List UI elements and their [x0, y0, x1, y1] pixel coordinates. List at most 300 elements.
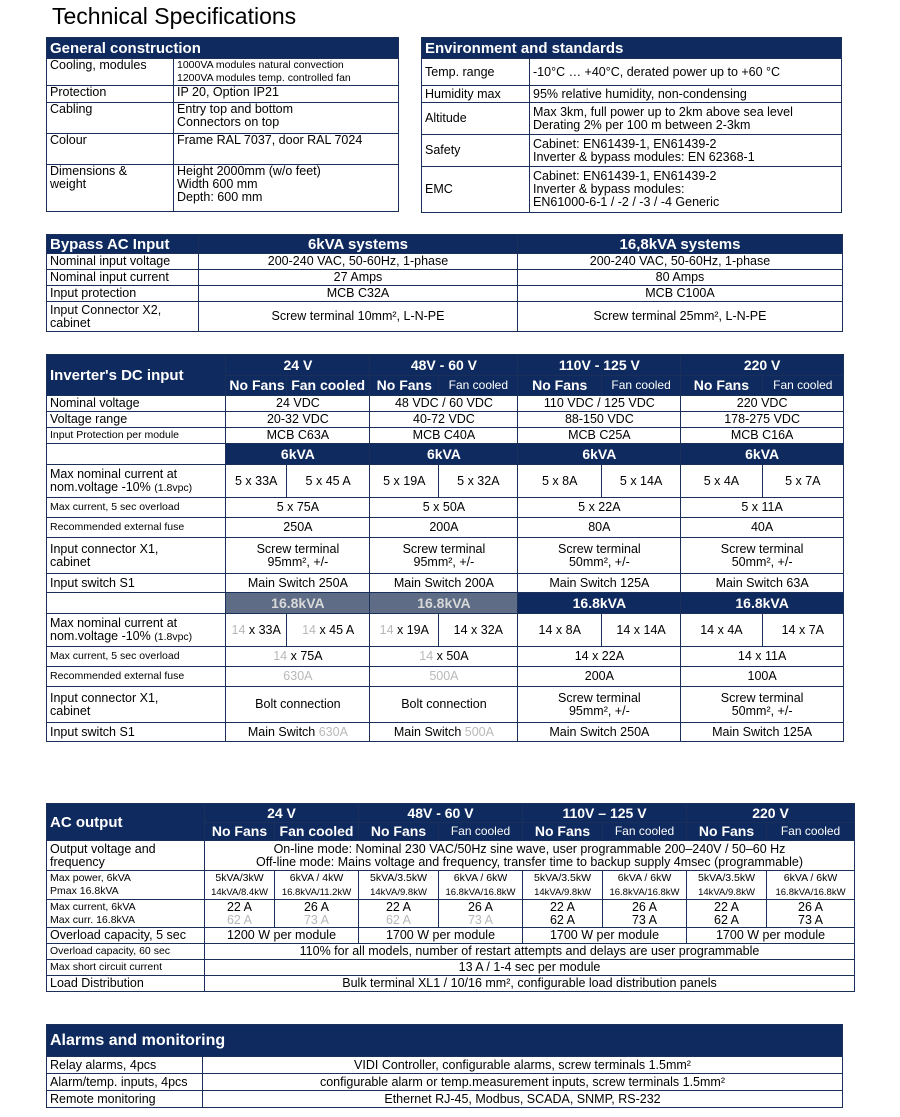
fan-cooled-label: Fan cooled	[439, 823, 523, 841]
max-nominal-value	[762, 614, 843, 647]
general-row-label: Cabling	[47, 103, 174, 134]
table-row	[422, 135, 842, 167]
overload-5sec-value: 1700 W per module	[687, 928, 855, 944]
table-row	[47, 254, 843, 270]
max-current-value	[359, 900, 439, 928]
current-6kva: 26 A	[798, 899, 824, 914]
inverter-row-label: Voltage range	[47, 412, 226, 428]
fuse-value: 40A	[681, 518, 844, 538]
inverter-value: 220 VDC	[681, 396, 844, 412]
label-suffix: (1.8vpc)	[154, 630, 193, 643]
text-line: Screw terminal	[256, 541, 340, 556]
fuse-value: 200A	[518, 667, 681, 687]
text-line: Height 2000mm (w/o feet)	[177, 164, 321, 178]
power-16kva: 14kVA/8.4kW	[211, 887, 268, 898]
value-text: x 33A	[245, 622, 281, 637]
max-current-value: 5 x 75A	[226, 498, 370, 518]
value-text: Main Switch 125A	[712, 724, 813, 739]
inverter-value: 110 VDC / 125 VDC	[518, 396, 681, 412]
max-power-value	[523, 871, 603, 900]
switch-label: Input switch S1	[47, 723, 226, 742]
inverter-voltage-col: 110V - 125 V	[518, 355, 681, 376]
connector-label	[47, 538, 226, 574]
bypass-row-label: Nominal input current	[47, 270, 199, 286]
max-power-value	[767, 871, 855, 900]
current-16kva: 73 A	[631, 912, 658, 927]
inverter-band-spacer	[47, 593, 226, 614]
fan-cooled-label: Fan cooled	[601, 376, 680, 396]
connector-value	[518, 538, 681, 574]
table-row	[47, 976, 855, 992]
power-6kva: 5kVA/3.5kW	[534, 872, 591, 884]
inverter-header: Inverter's DC input	[47, 355, 226, 396]
connector-value	[681, 538, 844, 574]
fan-cooled-label: Fan cooled	[603, 823, 687, 841]
text-line: Depth: 600 mm	[177, 190, 263, 204]
text-line: Max current, 6kVA	[50, 900, 136, 913]
alarm-row-value: VIDI Controller, configurable alarms, screw terminals 1.5mm²	[203, 1057, 843, 1074]
max-nominal-value: 5 x 4A	[681, 465, 762, 498]
inverter-value: 88-150 VDC	[518, 412, 681, 428]
kva-band-label: 6kVA	[370, 444, 518, 465]
text-line: Derating 2% per 100 m between 2-3km	[533, 117, 751, 132]
text-line: cabinet	[50, 703, 91, 718]
text-line: Inverter & bypass modules:	[533, 182, 685, 196]
environment-row-value	[530, 59, 842, 86]
alarms-table	[46, 1024, 843, 1108]
inverter-value: MCB C40A	[370, 428, 518, 444]
text-line: Pmax 16.8kVA	[50, 885, 119, 897]
table-row	[47, 286, 843, 302]
max-current-value	[226, 647, 370, 667]
inverter-voltage-col: 24 V	[226, 355, 370, 376]
text-line: cabinet	[50, 554, 91, 569]
power-6kva: 6kVA / 6kW	[617, 872, 672, 884]
text-line: cabinet	[50, 315, 91, 330]
table-row	[47, 667, 844, 687]
max-nominal-value: 5 x 14A	[601, 465, 680, 498]
bypass-value-6kva: 27 Amps	[199, 270, 518, 286]
current-16kva: 62 A	[226, 912, 253, 927]
fan-cooled-label: Fan cooled	[767, 823, 855, 841]
current-6kva: 22 A	[549, 899, 576, 914]
max-current-label	[47, 900, 205, 928]
max-current-value	[205, 900, 275, 928]
overload-5sec-value: 1200 W per module	[205, 928, 359, 944]
text-line: -10°C … +40°C, derated power up to +60 °C	[533, 64, 781, 79]
max-power-value	[359, 871, 439, 900]
max-nominal-value	[370, 614, 439, 647]
alarms-header: Alarms and monitoring	[47, 1025, 843, 1057]
text-line: Screw terminal	[720, 541, 804, 556]
environment-row-value	[530, 167, 842, 213]
ac-voltage-col: 110V – 125 V	[523, 804, 687, 823]
current-6kva: 26 A	[631, 899, 658, 914]
text-line: Output voltage and	[50, 841, 156, 856]
general-row-label: Cooling, modules	[47, 59, 174, 86]
fuse-value: 630A	[226, 667, 370, 687]
ac-output-header: AC output	[47, 804, 205, 841]
max-current-value	[439, 900, 523, 928]
text-line: Max curr. 16.8kVA	[50, 913, 136, 926]
fan-cooled-label: Fan cooled	[275, 823, 359, 841]
value-text: 14 x 8A	[538, 622, 581, 637]
power-6kva: 5kVA/3kW	[215, 872, 264, 884]
no-fans-label: No Fans	[681, 376, 762, 396]
alarm-row-label: Remote monitoring	[47, 1091, 203, 1108]
no-fans-label: No Fans	[370, 376, 439, 396]
max-current-value	[603, 900, 687, 928]
fan-cooled-label: Fan cooled	[439, 376, 518, 396]
output-voltage-value	[205, 841, 855, 871]
connector-value	[370, 538, 518, 574]
table-row	[47, 1057, 843, 1074]
table-row	[47, 428, 844, 444]
switch-value: Main Switch 200A	[370, 574, 518, 593]
text-line: Width 600 mm	[177, 177, 258, 191]
environment-row-label: Temp. range	[422, 59, 530, 86]
general-row-label: Protection	[47, 86, 174, 103]
table-row	[47, 647, 844, 667]
text-line: Bolt connection	[255, 697, 341, 711]
max-nominal-value	[601, 614, 680, 647]
power-16kva: 16.8kVA/16.8kW	[775, 887, 846, 898]
switch-value	[226, 723, 370, 742]
bypass-value-6kva: Screw terminal 10mm², L-N-PE	[199, 302, 518, 332]
text-line: Cabinet: EN61439-1, EN61439-2	[533, 136, 717, 151]
max-current-value	[370, 647, 518, 667]
overload-5sec-value: 1700 W per module	[359, 928, 523, 944]
fuse-value: 500A	[370, 667, 518, 687]
switch-value	[518, 723, 681, 742]
environment-row-value	[530, 103, 842, 135]
general-row-value	[174, 134, 399, 165]
table-row	[47, 804, 855, 823]
current-16kva: 73 A	[303, 912, 330, 927]
table-row	[47, 928, 855, 944]
current-16kva: 62 A	[549, 912, 576, 927]
value-text: Main Switch 250A	[549, 724, 650, 739]
switch-value: Main Switch 125A	[518, 574, 681, 593]
load-distribution-value: Bulk terminal XL1 / 10/16 mm², configurable load distribution panels	[205, 976, 855, 992]
ac-voltage-col: 220 V	[687, 804, 855, 823]
greyed-text: 500A	[464, 724, 494, 739]
power-16kva: 14kVA/9.8kW	[534, 887, 591, 898]
table-row	[422, 103, 842, 135]
label-line: Max nominal current at	[50, 615, 178, 630]
ac-voltage-col: 48V - 60 V	[359, 804, 523, 823]
table-row	[47, 687, 844, 723]
value-text: 14 x 11A	[737, 649, 787, 663]
bypass-row-label: Input protection	[47, 286, 199, 302]
power-16kva: 16.8kVA/16.8kW	[445, 887, 516, 898]
max-nominal-value: 5 x 33A	[226, 465, 287, 498]
max-nominal-value	[518, 614, 601, 647]
general-construction-table	[46, 37, 399, 212]
text-line: 1000VA modules natural convection	[177, 59, 344, 71]
inverter-row-label: Nominal voltage	[47, 396, 226, 412]
general-row-value	[174, 165, 399, 212]
table-row	[47, 498, 844, 518]
no-fans-label: No Fans	[226, 376, 287, 396]
bypass-value-16kva: 200-240 VAC, 50-60Hz, 1-phase	[518, 254, 843, 270]
no-fans-label: No Fans	[518, 376, 601, 396]
label-line: nom.voltage -10%	[50, 479, 155, 494]
text-line: Inverter & bypass modules: EN 62368-1	[533, 149, 755, 164]
inverter-value: 20-32 VDC	[226, 412, 370, 428]
max-current-value	[275, 900, 359, 928]
current-16kva: 73 A	[798, 912, 824, 927]
bypass-value-16kva: Screw terminal 25mm², L-N-PE	[518, 302, 843, 332]
general-row-value	[174, 103, 399, 134]
greyed-text: 14	[231, 622, 246, 637]
greyed-text: 14	[302, 622, 316, 637]
inverter-value: 24 VDC	[226, 396, 370, 412]
inverter-voltage-col: 220 V	[681, 355, 844, 376]
table-row	[47, 1074, 843, 1091]
current-16kva: 62 A	[714, 912, 740, 927]
table-row	[47, 355, 844, 376]
value-text: x 50A	[433, 649, 469, 663]
value-text: 14 x 14A	[616, 622, 666, 637]
kva-band-label: 16.8kVA	[518, 593, 681, 614]
table-row	[47, 165, 399, 212]
text-line: Entry top and bottom	[177, 102, 294, 116]
inverter-value: 178-275 VDC	[681, 412, 844, 428]
short-circuit-value: 13 A / 1-4 sec per module	[205, 960, 855, 976]
environment-header: Environment and standards	[422, 38, 842, 59]
fuse-value: 80A	[518, 518, 681, 538]
text-line: 50mm², +/-	[731, 703, 793, 718]
max-power-value	[687, 871, 767, 900]
kva-band-label: 6kVA	[518, 444, 681, 465]
label-line: nom.voltage -10%	[50, 628, 155, 643]
text-line: 95mm², +/-	[413, 554, 475, 569]
table-row	[47, 270, 843, 286]
inverter-band-spacer	[47, 444, 226, 465]
fan-cooled-label: Fan cooled	[286, 376, 369, 396]
table-row	[47, 841, 855, 871]
max-power-value	[439, 871, 523, 900]
power-16kva: 16.8kVA/16.8kW	[609, 887, 680, 898]
max-current-value	[523, 900, 603, 928]
table-row	[47, 614, 844, 647]
text-line: Max power, 6kVA	[50, 872, 131, 884]
max-nominal-value	[286, 614, 369, 647]
switch-value	[681, 723, 844, 742]
bypass-value-16kva: 80 Amps	[518, 270, 843, 286]
bypass-row-label	[47, 302, 199, 332]
table-row	[47, 465, 844, 498]
fan-cooled-label: Fan cooled	[762, 376, 843, 396]
table-row	[47, 960, 855, 976]
alarm-row-value: configurable alarm or temp.measurement inputs, screw terminals 1.5mm²	[203, 1074, 843, 1091]
text-line: On-line mode: Nominal 230 VAC/50Hz sine wave, user programmable 200–240V / 50–60 Hz	[273, 841, 786, 856]
text-line: Max 3km, full power up to 2km above sea level	[533, 104, 793, 119]
ac-voltage-col: 24 V	[205, 804, 359, 823]
text-line: Input Connector X2,	[50, 302, 162, 317]
value-text: x 19A	[393, 622, 429, 637]
environment-row-label: Safety	[422, 135, 530, 167]
max-current-value: 5 x 50A	[370, 498, 518, 518]
table-row	[422, 59, 842, 86]
kva-band-label: 16.8kVA	[226, 593, 370, 614]
general-construction-header: General construction	[47, 38, 399, 59]
text-line: Input connector X1,	[50, 690, 159, 705]
load-distribution-label: Load Distribution	[47, 976, 205, 992]
inverter-value: MCB C25A	[518, 428, 681, 444]
table-row	[47, 871, 855, 900]
environment-row-value	[530, 86, 842, 103]
inverter-value: 48 VDC / 60 VDC	[370, 396, 518, 412]
table-row	[47, 1091, 843, 1108]
overload-60sec-value: 110% for all models, number of restart attempts and delays are user programmable	[205, 944, 855, 960]
power-16kva: 14kVA/9.8kW	[698, 887, 755, 898]
max-nominal-label	[47, 465, 226, 498]
text-line: Screw terminal	[402, 541, 486, 556]
text-line: Off-line mode: Mains voltage and frequency, transfer time to backup supply 4msec (programmable)	[256, 854, 804, 869]
environment-row-label: Altitude	[422, 103, 530, 135]
power-6kva: 6kVA / 6kW	[453, 872, 508, 884]
table-row	[47, 538, 844, 574]
environment-row-value	[530, 135, 842, 167]
value-text: 14 x 7A	[781, 622, 824, 637]
connector-value	[518, 687, 681, 723]
max-nominal-value: 5 x 19A	[370, 465, 439, 498]
max-power-value	[603, 871, 687, 900]
table-row	[47, 134, 399, 165]
inverter-voltage-col: 48V - 60 V	[370, 355, 518, 376]
power-16kva: 14kVA/9.8kW	[370, 887, 427, 898]
text-line: 95mm², +/-	[267, 554, 329, 569]
environment-row-label: Humidity max	[422, 86, 530, 103]
text-line: 50mm², +/-	[568, 554, 630, 569]
value-text: 14 x 4A	[700, 622, 743, 637]
output-voltage-label	[47, 841, 205, 871]
current-6kva: 22 A	[226, 899, 253, 914]
max-nominal-value	[681, 614, 762, 647]
text-line: Connectors on top	[177, 115, 280, 129]
fuse-value: 250A	[226, 518, 370, 538]
current-6kva: 22 A	[385, 899, 412, 914]
power-6kva: 5kVA/3.5kW	[698, 872, 756, 884]
table-row	[47, 302, 843, 332]
overload-60sec-label: Overload capacity, 60 sec	[47, 944, 205, 960]
overload-5sec-label: Overload capacity, 5 sec	[47, 928, 205, 944]
kva-band-label: 16.8kVA	[681, 593, 844, 614]
max-nominal-label	[47, 614, 226, 647]
max-nominal-value	[439, 614, 518, 647]
alarm-row-label: Alarm/temp. inputs, 4pcs	[47, 1074, 203, 1091]
current-6kva: 26 A	[303, 899, 330, 914]
bypass-header: Bypass AC Input	[47, 235, 199, 254]
switch-value	[370, 723, 518, 742]
general-row-label: Colour	[47, 134, 174, 165]
table-row	[422, 86, 842, 103]
no-fans-label: No Fans	[205, 823, 275, 841]
greyed-text: 630A	[318, 724, 348, 739]
bypass-value-6kva: MCB C32A	[199, 286, 518, 302]
max-power-value	[205, 871, 275, 900]
connector-value	[681, 687, 844, 723]
max-current-value: 5 x 22A	[518, 498, 681, 518]
table-row	[422, 167, 842, 213]
text-line: Input connector X1,	[50, 541, 159, 556]
switch-label: Input switch S1	[47, 574, 226, 593]
value-text: 14 x 22A	[574, 649, 625, 663]
text-line: Screw terminal	[558, 690, 641, 705]
no-fans-label: No Fans	[523, 823, 603, 841]
connector-value	[226, 687, 370, 723]
general-row-value	[174, 86, 399, 103]
no-fans-label: No Fans	[687, 823, 767, 841]
max-current-value	[767, 900, 855, 928]
value-text: x 75A	[287, 649, 323, 663]
environment-table	[421, 37, 842, 213]
text-line: EN61000-6-1 / -2 / -3 / -4 Generic	[533, 195, 720, 209]
table-row	[47, 103, 399, 134]
power-6kva: 5kVA/3.5kW	[370, 872, 427, 884]
kva-band-label: 6kVA	[226, 444, 370, 465]
switch-value: Main Switch 63A	[681, 574, 844, 593]
inverter-value: 40-72 VDC	[370, 412, 518, 428]
max-current-label: Max current, 5 sec overload	[47, 498, 226, 518]
power-6kva: 6kVA / 6kW	[783, 872, 838, 884]
fuse-label: Recommended external fuse	[47, 667, 226, 687]
alarm-row-label: Relay alarms, 4pcs	[47, 1057, 203, 1074]
max-nominal-value: 5 x 45 A	[286, 465, 369, 498]
connector-value	[370, 687, 518, 723]
current-16kva: 62 A	[385, 912, 412, 927]
text-line: Screw terminal	[720, 690, 804, 705]
text-line: Frame RAL 7037, door RAL 7024	[177, 133, 363, 147]
kva-band-label: 16.8kVA	[370, 593, 518, 614]
inverter-row-label: Input Protection per module	[47, 428, 226, 444]
bypass-ac-input-table	[46, 234, 843, 332]
max-current-label: Max current, 5 sec overload	[47, 647, 226, 667]
label-suffix: (1.8vpc)	[154, 481, 193, 494]
text-line: frequency	[50, 854, 105, 869]
label-line: Max nominal current at	[50, 466, 178, 481]
table-row	[47, 412, 844, 428]
table-row	[47, 723, 844, 742]
text-line: 50mm², +/-	[731, 554, 793, 569]
text-line: Cabinet: EN61439-1, EN61439-2	[533, 169, 717, 183]
kva-band-label: 6kVA	[681, 444, 844, 465]
value-text: Main Switch	[247, 724, 319, 739]
table-row	[47, 396, 844, 412]
overload-5sec-value: 1700 W per module	[523, 928, 687, 944]
table-row	[47, 86, 399, 103]
bypass-col-16kva: 16,8kVA systems	[518, 235, 843, 254]
text-line: 95mm², +/-	[568, 703, 630, 718]
max-current-value	[687, 900, 767, 928]
ac-output-table	[46, 803, 855, 992]
text-line: IP 20, Option IP21	[177, 85, 279, 99]
max-nominal-value: 5 x 7A	[762, 465, 843, 498]
greyed-text: 14	[273, 649, 288, 663]
table-row	[47, 444, 844, 465]
max-power-value	[275, 871, 359, 900]
fuse-label: Recommended external fuse	[47, 518, 226, 538]
alarm-row-value: Ethernet RJ-45, Modbus, SCADA, SNMP, RS-232	[203, 1091, 843, 1108]
fuse-value: 100A	[681, 667, 844, 687]
table-row	[47, 574, 844, 593]
text-line: 95% relative humidity, non-condensing	[533, 86, 747, 101]
connector-label	[47, 687, 226, 723]
table-row	[47, 900, 855, 928]
greyed-text: 14	[419, 649, 434, 663]
